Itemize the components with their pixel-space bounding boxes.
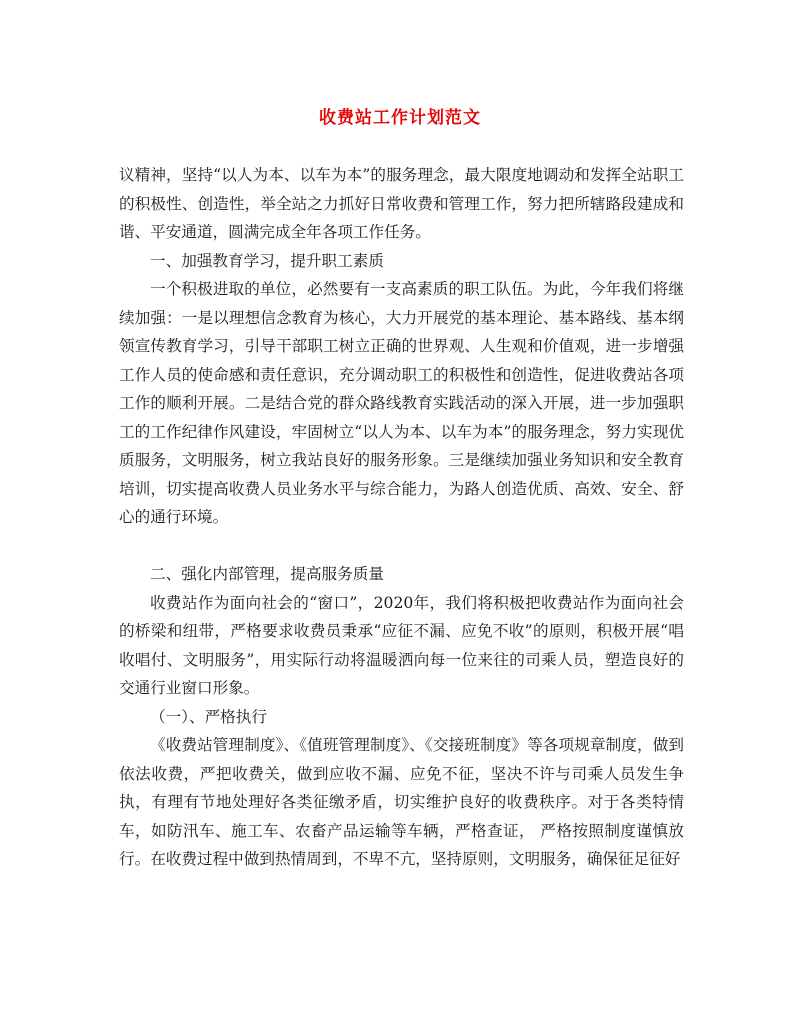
subsection-heading-1: （一）、严格执行 [150,707,267,726]
paragraph-spacer [119,532,684,561]
paragraph-section-2: 收费站作为面向社会的“窗口”，2020年，我们将积极把收费站作为面向社会的桥梁和纽带，严格要求收费员秉承“应征不漏、应免不收”的原则，积极开展“唱收唱付、文明服务”，用实际行动将温暖洒向每一位来往的司乘人员，塑造良好的交通行业窗口形象。 [119,593,684,697]
paragraph-section-1: 一个积极进取的单位，必然要有一支高素质的职工队伍。为此，今年我们将继续加强：一是以理想信念教育为核心，大力开展党的基本理论、基本路线、基本纲领宣传教育学习，引导干部职工树立正确的世界观、人生观和价值观，进一步增强工作人员的使命感和责任意识，充分调动职工的积极性和创造性，促进收费站各项工作的顺利开展。二是结合党的群众路线教育实践活动的深入开展，进一步加强职工的工作纪律作风建设，牢固树立“以人为本、以车为本”的服务理念，努力实现优质服务，文明服务，树立我站良好的服务形象。三是继续加强业务知识和安全教育培训，切实提高收费人员业务水平与综合能力，为路人创造优质、高效、安全、舒心的通行环境。 [119,280,684,526]
paragraph-intro: 议精神，坚持“以人为本、以车为本”的服务理念，最大限度地调动和发挥全站职工的积极性、创造性，举全站之力抓好日常收费和管理工作，努力把所辖路段建成和谐、平安通道，圆满完成全年各项工作任务。 [119,166,684,241]
section-heading-2: 二、强化内部管理，提高服务质量 [150,565,384,583]
paragraph-subsection-1: 《收费站管理制度》、《值班管理制度》、《交接班制度》等各项规章制度，做到依法收费，严把收费关，做到应收不漏、应免不征，坚决不许与司乘人员发生争执，有理有节地处理好各类征缴矛盾，切实维护良好的收费秩序。对于各类特情车，如防汛车、施工车、农畜产品运输等车辆，严格查证， 严格按照制度谨慎放行。在收费过程中做到热情周到，不卑不亢，坚持原则，文明服务，确保征足征好 [119,736,684,868]
section-heading-1: 一、加强教育学习，提升职工素质 [150,251,384,270]
document-body [119,161,684,874]
document-title: 收费站工作计划范文 [319,108,481,128]
